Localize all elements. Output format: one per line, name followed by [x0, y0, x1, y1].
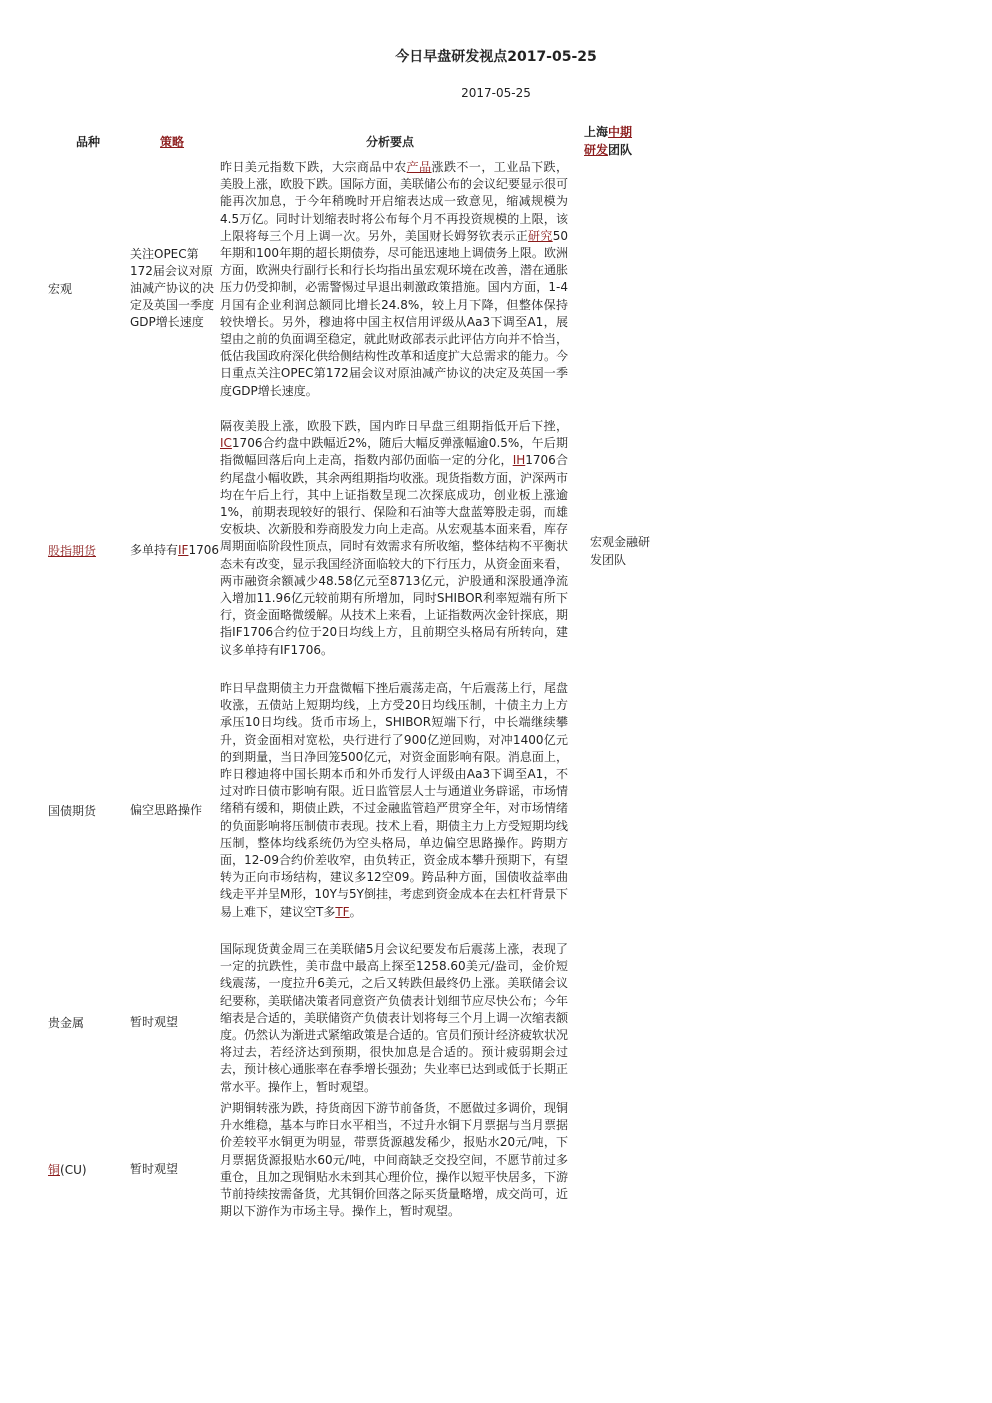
report-date: 2017-05-25: [461, 86, 531, 100]
analysis-bond-futures-text-b: 。: [349, 904, 362, 919]
analysis-bond-futures: [220, 680, 568, 921]
strategy-bond-futures: 偏空思路操作: [130, 803, 203, 817]
strategy-stock-index: [130, 542, 230, 559]
analysis-macro-text-c: 50年期和100年期的超长期债券，尽可能迅速地上调债务上限。欧洲方面，欧洲央行副行长和行长均指出虽宏观环境在改善，潜在通胀压力仍受抑制，必需警惕过早退出刺激政策措施。国内方面，1-4月国有企业利润总额同比增长24.8%，较上月下降，但整体保持较快增长。另外，穆迪将中国主权信用评级从Aa3下调至A1，展望由之前的负面调至稳定，就此财政部表示此评估方向并不恰当，低估我国政府深化供给侧结构性改革和适度扩大总需求的能力。今日重点关注OPEC第172届会议对原油减产协议的决定及英国一季度GDP增长速度。: [220, 228, 569, 398]
link-ih[interactable]: IH: [512, 453, 526, 468]
variety-precious-metals: 贵金属: [48, 1016, 85, 1030]
analysis-bond-futures-text-a: 昨日早盘期债主力开盘微幅下挫后震荡走高，午后震荡上行，尾盘收涨，五债站上短期均线，上方受20日均线压制，十债主力上方承压10日均线。货币市场上，SHIBOR短端下行，中长端继续攀升，资金面相对宽松，央行进行了900亿逆回购，对冲1400亿元的到期量，当日净回笼500亿元，对资金面影响有限。消息面上，昨日穆迪将中国长期本币和外币发行人评级由Aa3下调至A1，不过对昨日债市影响有限。近日监管层人士与通道业务辟谣，市场情绪稍有缓和，期债止跌，不过金融监管趋严贯穿全年，对市场情绪的负面影响将压制债市表现。技术上看，期债主力上方受短期均线压制，整体均线系统仍为空头格局，单边偏空思路操作。跨期方面，12-09合约价差收窄，由负转正，资金成本攀升预期下，有望转为正向市场结构，建议多12空09。跨品种方面，国债收益率曲线走平并呈M形，10Y与5Y倒挂，考虑到资金成本在去杠杆背景下易上难下，建议空T多: [220, 681, 569, 919]
analysis-copper: 沪期铜转涨为跌，持货商因下游节前备货，不愿做过多调价，现铜升水维稳，基本与昨日水平相当，不过升水铜下月票据与当月票据价差较平水铜更为明显，带票货源越发稀少，报贴水20元/吨，下月票据货源报贴水60元/吨，中间商缺乏交投空间，不愿节前过多重仓，且加之现铜贴水未到其心理价位，操作以短平快居多，下游节前持续按需备货，尤其铜价回落之际买货量略增，成交尚可，近期以下游作为市场主导。操作上，暂时观望。: [220, 1101, 569, 1219]
team-stock-index: 宏观金融研发团队: [590, 535, 651, 567]
strategy-macro: 关注OPEC第172届会议对原油减产协议的决定及英国一季度GDP增长速度: [130, 247, 215, 329]
analysis-stock-index-text-b: 1706合约盘中跌幅近2%，随后大幅反弹涨幅逾0.5%，午后期指微幅回落后向上走高，指数内部仍面临一定的分化，: [220, 436, 568, 468]
strategy-precious-metals: 暂时观望: [130, 1015, 179, 1029]
team-link-zhongqi[interactable]: 中期: [608, 125, 633, 139]
strategy-stock-index-text-b: 1706: [188, 543, 220, 557]
team-link-yanfa[interactable]: 研发: [584, 143, 609, 157]
link-yanjiu[interactable]: 研究: [528, 228, 553, 243]
link-tf[interactable]: TF: [335, 904, 350, 919]
header-variety: 品种: [76, 135, 101, 149]
header-team-prefix: 上海: [584, 125, 609, 139]
header-strategy-link[interactable]: 策略: [160, 135, 185, 149]
link-ic[interactable]: IC: [220, 436, 232, 451]
analysis-stock-index-text-c: 1706合约尾盘小幅收跌，其余两组期指均收涨。现货指数方面，沪深两市均在午后上行，其中上证指数呈现二次探底成功，创业板上涨逾1%，前期表现较好的银行、保险和石油等大盘蓝筹股走弱，而雄安板块、次新股和券商股发力向上走高。从宏观基本面来看，库存周期面临阶段性顶点，同时有效需求有所收缩，整体结构不平衡状态未有改变，显示我国经济面临较大的下行压力，从资金面来看，两市融资余额减少48.58亿元至8713亿元，沪股通和深股通净流入增加11.96亿元较前期有所增加，同时SHIBOR利率短端有所下行，资金面略微缓解。从技术上来看，上证指数两次金针探底，期指IF1706合约位于20日均线上方，且前期空头格局有所转向，建议多单持有IF1706。: [220, 453, 569, 657]
header-analysis: 分析要点: [366, 135, 415, 149]
variety-bond-futures: 国债期货: [48, 804, 97, 818]
link-chanpin[interactable]: 产品: [406, 160, 432, 174]
header-team-suffix: 团队: [608, 143, 633, 157]
analysis-macro-text-b: 涨跌不一，工业品下跌，美股上涨，欧股下跌。国际方面，美联储公布的会议纪要显示很可能再次加息，于今年稍晚时开启缩表达成一致意见，缩减规模为4.5万亿。同时计划缩表时将公布每个月不再投资规模的上限，该上限将每三个月上调一次。另外，美国财长姆努钦表示正: [220, 160, 569, 243]
analysis-macro: [220, 159, 568, 400]
header-team: [584, 123, 654, 159]
link-if[interactable]: IF: [178, 543, 189, 557]
variety-macro: 宏观: [48, 282, 73, 296]
variety-copper: [48, 1161, 126, 1178]
analysis-precious-metals: 国际现货黄金周三在美联储5月会议纪要发布后震荡上涨，表现了一定的抗跌性，美市盘中最高上探至1258.60美元/盎司，金价短线震荡，一度拉升6美元，之后又转跌但最终仍上涨。美联储会议纪要称，美联储决策者同意资产负债表计划细节应尽快公布；今年缩表是合适的，美联储资产负债表计划将每三个月上调一次缩表额度。仍然认为渐进式紧缩政策是合适的。官员们预计经济疲软状况将过去，若经济达到预期，很快加息是合适的。预计疲弱期会过去，预计核心通胀率在春季增长强劲；失业率已达到或低于长期正常水平。操作上，暂时观望。: [220, 942, 569, 1094]
variety-stock-index-link[interactable]: 股指期货: [48, 544, 97, 558]
strategy-copper: 暂时观望: [130, 1162, 179, 1176]
page-title: 今日早盘研发视点2017-05-25: [395, 49, 597, 65]
analysis-macro-text-a: 昨日美元指数下跌，大宗商品中农: [220, 160, 407, 174]
strategy-stock-index-text-a: 多单持有: [130, 543, 179, 557]
analysis-stock-index-text-a: 隔夜美股上涨，欧股下跌，国内昨日早盘三组期指低开后下挫，: [220, 419, 568, 433]
link-copper[interactable]: 铜: [48, 1163, 61, 1177]
analysis-stock-index: [220, 418, 568, 659]
variety-copper-suffix: (CU): [60, 1163, 87, 1177]
